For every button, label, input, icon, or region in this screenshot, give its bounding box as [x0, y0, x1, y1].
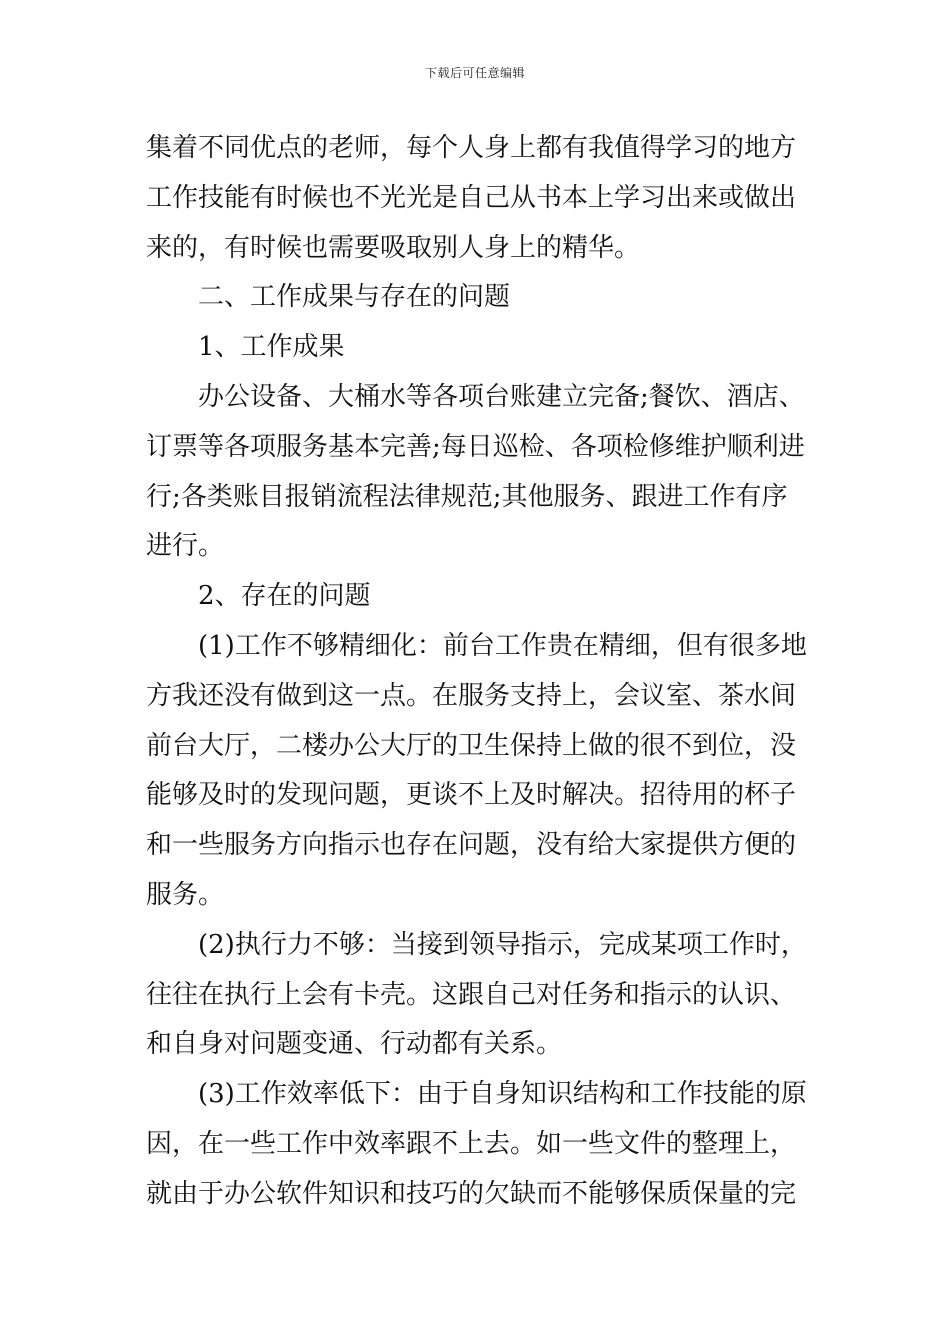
text-line: 集着不同优点的老师，每个人身上都有我值得学习的地方 — [146, 133, 797, 163]
text-line: 1、工作成果 — [198, 332, 345, 363]
text-line: (2)执行力不够：当接到领导指示，完成某项工作时， — [198, 929, 807, 960]
page-header: 下载后可任意编辑 — [424, 66, 525, 80]
text-line: 办公设备、大桶水等各项台账建立完备;餐饮、酒店、 — [198, 381, 805, 412]
text-line: (1)工作不够精细化：前台工作贵在精细，但有很多地 — [198, 630, 807, 661]
text-line: 订票等各项服务基本完善;每日巡检、各项检修维护顺利进 — [146, 431, 805, 462]
text-line: 方我还没有做到这一点。在服务支持上，会议室、茶水间 — [146, 680, 797, 711]
text-line: 前台大厅，二楼办公大厅的卫生保持上做的很不到位，没 — [146, 730, 797, 761]
text-line: 就由于办公软件知识和技巧的欠缺而不能够保质保量的完 — [146, 1178, 797, 1209]
text-line: (3)工作效率低下：由于自身知识结构和工作技能的原 — [198, 1079, 807, 1110]
document-body — [146, 124, 810, 1220]
text-line: 行;各类账目报销流程法律规范;其他服务、跟进工作有序 — [146, 481, 788, 512]
text-line: 因，在一些工作中效率跟不上去。如一些文件的整理上， — [146, 1128, 797, 1159]
text-line: 进行。 — [146, 531, 225, 562]
text-line: 2、存在的问题 — [198, 581, 371, 612]
text-line: 工作技能有时候也不光光是自己从书本上学习出来或做出 — [146, 182, 797, 213]
text-line: 和一些服务方向指示也存在问题，没有给大家提供方便的 — [146, 830, 797, 861]
text-line: 往往在执行上会有卡壳。这跟自己对任务和指示的认识、 — [146, 979, 797, 1010]
text-line: 能够及时的发现问题，更谈不上及时解决。招待用的杯子 — [146, 780, 797, 811]
text-line: 和自身对问题变通、行动都有关系。 — [146, 1029, 563, 1060]
text-line: 服务。 — [146, 879, 225, 910]
text-line: 二、工作成果与存在的问题 — [198, 282, 511, 313]
text-line: 来的，有时候也需要吸取别人身上的精华。 — [146, 232, 641, 263]
